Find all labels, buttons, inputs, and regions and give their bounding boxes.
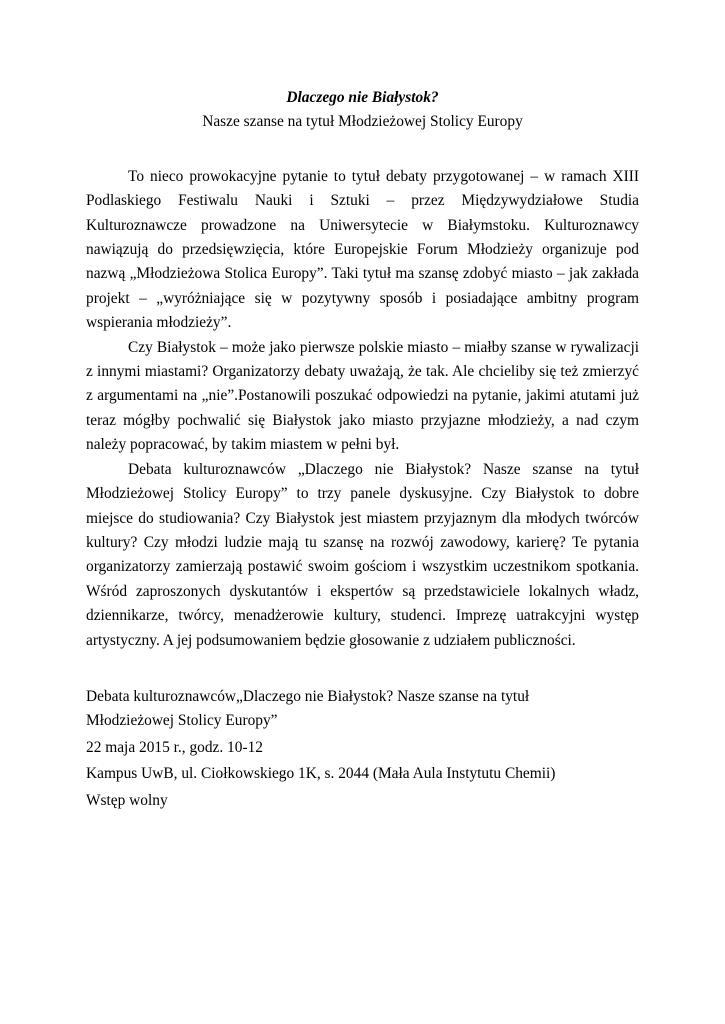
event-info	[86, 685, 639, 813]
body-paragraph-2: Czy Białystok – może jako pierwsze polskie miasto – miałby szanse w rywalizacji z innymi miastami? Organizatorzy debaty uważają, że tak. Ale chcieliby się też zmierzyć z argumentami na „nie”.Postanowili poszukać odpowiedzi na pytanie, jakimi atutami już teraz mógłby pochwalić się Białystok jako miasto przyjazne młodzieży, a nad czym należy popracować, by takim miastem w pełni był.	[86, 338, 639, 454]
event-admission: Wstęp wolny	[86, 791, 168, 809]
event-date: 22 maja 2015 r., godz. 10-12	[86, 738, 263, 756]
event-location: Kampus UwB, ul. Ciołkowskiego 1K, s. 2044 (Mała Aula Instytutu Chemii)	[86, 765, 556, 783]
document-title: Dlaczego nie Białystok?	[286, 89, 439, 106]
event-name: Debata kulturoznawców„Dlaczego nie Białystok? Nasze szanse na tytuł Młodzieżowej Stolicy Europy”	[86, 687, 530, 730]
document-page	[86, 86, 639, 815]
document-subtitle: Nasze szanse na tytuł Młodzieżowej Stolicy Europy	[202, 113, 523, 131]
body-paragraph-3: Debata kulturoznawców „Dlaczego nie Białystok? Nasze szanse na tytuł Młodzieżowej Stolicy Europy” to trzy panele dyskusyjne. Czy Białystok to dobre miejsce do studiowania? Czy Białystok jest miastem przyjaznym dla młodych twórców kultury? Czy młodzi ludzie mają tu szansę na rozwój zawodowy, karierę? Te pytania organizatorzy zamierzają postawić swoim gościom i wszystkim uczestnikom spotkania. Wśród zaproszonych dyskutantów i ekspertów są przedstawiciele lokalnych władz, dziennikarze, twórcy, menadżerowie kultury, studenci. Imprezę uatrakcyjni występ artystyczny. A jej podsumowaniem będzie głosowanie z udziałem publiczności.	[86, 460, 639, 649]
body-paragraph-1: To nieco prowokacyjne pytanie to tytuł debaty przygotowanej – w ramach XIII Podlaskiego Festiwalu Nauki i Sztuki – przez Międzywydziałowe Studia Kulturoznawcze prowadzone na Uniwersytecie w Białymstoku. Kulturoznawcy nawiązują do przedsięwzięcia, które Europejskie Forum Młodzieży organizuje pod nazwą „Młodzieżowa Stolica Europy”. Taki tytuł ma szansę zdobyć miasto – jak zakłada projekt – „wyróżniające się w pozytywny sposób i posiadające ambitny program wspierania młodzieży”.	[86, 167, 639, 332]
